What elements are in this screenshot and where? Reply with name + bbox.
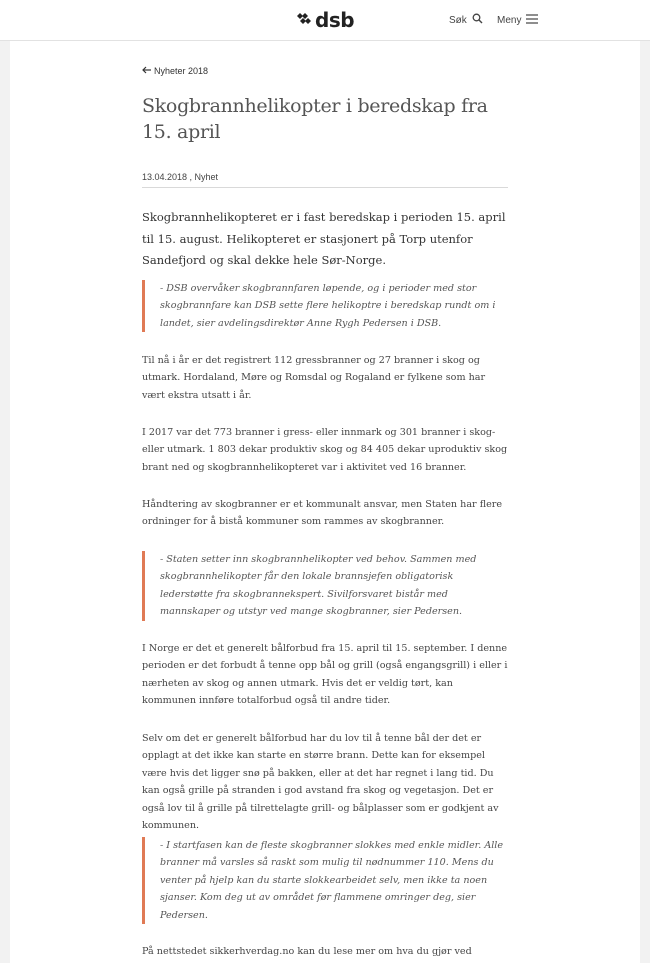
article-meta: 13.04.2018 , Nyhet xyxy=(142,172,219,182)
menu-button[interactable] xyxy=(497,13,538,27)
logo-text: dsb xyxy=(315,8,355,32)
search-icon xyxy=(472,13,483,27)
paragraph: På nettstedet sikkerhverdag.no kan du lese mer om hva du gjør ved xyxy=(142,946,472,957)
back-link-label: Nyheter 2018 xyxy=(154,66,209,76)
hamburger-icon xyxy=(526,14,538,27)
page-container xyxy=(10,41,640,963)
back-link[interactable] xyxy=(142,66,208,76)
dsb-logo[interactable] xyxy=(296,8,354,32)
menu-label: Meny xyxy=(497,14,522,26)
quote-block: - I startfasen kan de fleste skogbranner slokkes med enkle midler. Alle branner må varsles så raskt som mulig til nødnummer 110. Mens du venter på hjelp kan du starte slokkearbeidet selv, men ikke ta noen sjanser. Kom deg ut av området før flammene omringer deg, sier Pedersen. xyxy=(142,837,508,924)
article-lead: Skogbrannhelikopteret er i fast beredskap i perioden 15. april til 15. august. Helikopteret er stasjonert på Torp utenfor Sandefjord og skal dekke hele Sør-Norge. xyxy=(142,210,506,267)
paragraph: Håndtering av skogbranner er et kommunalt ansvar, men Staten har flere ordninger for å bistå kommuner som rammes av skogbranner. xyxy=(142,499,503,528)
search-label: Søk xyxy=(449,14,467,26)
quote-block: - DSB overvåker skogbrannfaren løpende, og i perioder med stor skogbrannfare kan DSB sette flere helikoptre i beredskap rundt om i landet, sier avdelingsdirektør Anne Rygh Pedersen i DSB. xyxy=(142,280,508,332)
divider xyxy=(142,187,508,188)
quote-block: - Staten setter inn skogbrannhelikopter ved behov. Sammen med skogbrannhelikopter får den lokale brannsjefen obligatorisk lederstøtte fra skogbrannekspert. Sivilforsvaret bistår med mannskaper og utstyr ved mange skogbranner, sier Pedersen. xyxy=(142,551,508,621)
page-title: Skogbrannhelikopter i beredskap fra 15. april xyxy=(142,95,488,143)
paragraph: I 2017 var det 773 branner i gress- eller innmark og 301 branner i skog- eller utmark. 1 803 dekar produktiv skog og 84 405 dekar uproduktiv skog brant ned og skogbrannhelikopteret var i aktivitet ved 16 branner. xyxy=(142,427,508,473)
paragraph: Til nå i år er det registrert 112 gressbranner og 27 branner i skog og utmark. Hordaland, Møre og Romsdal og Rogaland er fylkene som har vært ekstra utsatt i år. xyxy=(142,355,486,401)
arrow-left-icon xyxy=(142,66,151,76)
paragraph: I Norge er det et generelt bålforbud fra 15. april til 15. september. I denne perioden er det forbudt å tenne opp bål og grill (også engangsgrill) i eller i nærheten av skog og annen utmark. Hvis det er veldig tørt, kan kommunen innføre totalforbud også til andre tider. xyxy=(142,643,508,707)
site-header xyxy=(0,0,650,41)
search-button[interactable] xyxy=(449,13,483,27)
dsb-logo-icon xyxy=(296,11,312,30)
paragraph: Selv om det er generelt bålforbud har du lov til å tenne bål der det er opplagt at det ikke kan starte en større brann. Dette kan for eksempel være hvis det ligger snø på bakken, eller at det har regnet i lang tid. Du kan også grille på stranden i god avstand fra skog og vegetasjon. Det er også lov til å grille på tilrettelagte grill- og bålplasser som er godkjent av kommunen. xyxy=(142,733,499,832)
